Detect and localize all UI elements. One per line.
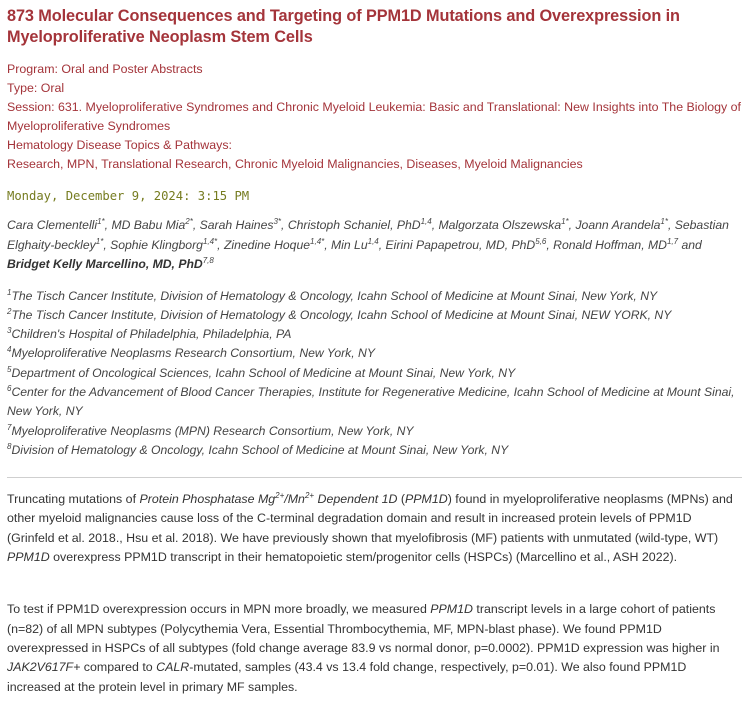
affiliation-list <box>7 287 742 461</box>
program-link[interactable]: Program: Oral and Poster Abstracts <box>7 62 203 76</box>
topics-list[interactable]: Research, MPN, Translational Research, Chronic Myeloid Malignancies, Diseases, Myeloid Malignancies <box>7 157 583 171</box>
author-name: Eirini Papapetrou, MD, PhD$^{5,6}$ <box>385 236 547 252</box>
author-affiliation-marker: 1* <box>660 216 668 226</box>
author-name: Sarah Haines$^{3*}$ <box>199 216 282 232</box>
type-link[interactable]: Type: Oral <box>7 81 65 95</box>
author-name: MD Babu Mia$^{2*}$ <box>111 216 193 232</box>
author-name: Min Lu$^{1,4}$ <box>331 236 379 252</box>
abstract-body <box>7 490 742 697</box>
author-name: Zinedine Hoque$^{1,4*}$ <box>223 236 325 252</box>
affiliation-item: $^6$Center for the Advancement of Blood Cancer Therapies, Institute for Regenerative Medicine, Icahn School of Medicine at Mount Sinai, New York, NY <box>7 383 735 419</box>
author-list: Cara Clementelli$^{1*}$, MD Babu Mia$^{2*}$, Sarah Haines$^{3*}$, Christoph Schaniel, PhD$^{1,4}$, Malgorzata Olszewska$^{1*}$, Joann Arandela$^{1*}$, Sebastian Elghaity-beckley$^{1*}$, Sophie Klingborg$^{1,4*}$, Zinedine Hoque$^{1,4*}$, Min Lu$^{1,4}$, Eirini Papapetrou, MD, PhD$^{5,6}$, Ronald Hoffman, MD$^{1,7}$ and Bridget Kelly Marcellino, MD, PhD$^{7,8}$ <box>7 216 729 271</box>
affiliation-item: $^1$The Tisch Cancer Institute, Division of Hematology & Oncology, Icahn School of Medicine at Mount Sinai, New York, NY <box>7 287 658 303</box>
author-name: Ronald Hoffman, MD$^{1,7}$ <box>553 236 679 252</box>
abstract-meta <box>7 60 742 174</box>
presentation-date: Monday, December 9, 2024: 3:15 PM <box>7 189 250 203</box>
affiliation-item: $^2$The Tisch Cancer Institute, Division of Hematology & Oncology, Icahn School of Medicine at Mount Sinai, NEW YORK, NY <box>7 306 672 322</box>
author-affiliation-marker: 2* <box>185 216 193 226</box>
author-affiliation-marker: 1,4* <box>202 236 218 246</box>
abstract-paragraph-2: To test if PPM1D overexpression occurs in MPN more broadly, we measured PPM1D transcript levels in a large cohort of patients (n=82) of all MPN subtypes (Polycythemia Vera, Essential Thrombocythemia, MF, MPN-blast phase). We found PPM1D overexpressed in HSPCs of all subtypes (fold change average 83.9 vs normal donor, p=0.0002). PPM1D expression was higher in JAK2V617F+ compared to CALR-mutated, samples (43.4 vs 13.4 fold change, respectively, p=0.01). We also found PPM1D increased at the protein level in primary MF samples. <box>7 602 720 694</box>
author-name: Christoph Schaniel, PhD$^{1,4}$ <box>287 216 432 232</box>
author-affiliation-marker: 5,6 <box>535 236 547 246</box>
affiliation-item: $^3$Children's Hospital of Philadelphia, Philadelphia, PA <box>7 326 292 342</box>
author-affiliation-marker: 3* <box>273 216 282 226</box>
section-divider <box>7 477 742 478</box>
author-name: Sophie Klingborg$^{1,4*}$ <box>110 236 218 252</box>
author-name: Bridget Kelly Marcellino, MD, PhD$^{7,8}$ <box>7 255 214 271</box>
author-affiliation-marker: 1* <box>97 216 105 226</box>
affiliation-item: $^7$Myeloproliferative Neoplasms (MPN) Research Consortium, New York, NY <box>7 422 414 438</box>
author-name: Joann Arandela$^{1*}$ <box>575 216 668 232</box>
author-name: Sebastian Elghaity-beckley$^{1*}$ <box>7 218 729 252</box>
author-affiliation-marker: 1* <box>95 236 104 246</box>
author-affiliation-marker: 1,7 <box>666 236 679 246</box>
abstract-paragraph-1: Truncating mutations of Protein Phosphatase $Mg^{2+}/Mn^{2+}$ Dependent 1D (PPM1D) found in myeloproliferative neoplasms (MPNs) and other myeloid malignancies cause loss of the C-terminal degradation domain and result in increased protein levels of PPM1D (Grinfeld et al. 2018., Hsu et al. 2018). We have previously shown that myelofibrosis (MF) patients with unmutated (wild-type, WT) PPM1D overexpress PPM1D transcript in their hematopoietic stem/progenitor cells (HSPCs) (Marcellino et al., ASH 2022). <box>7 491 733 565</box>
affiliation-item: $^5$Department of Oncological Sciences, Icahn School of Medicine at Mount Sinai, New York, NY <box>7 364 516 380</box>
affiliation-item: $^8$Division of Hematology & Oncology, Icahn School of Medicine at Mount Sinai, New York, NY <box>7 441 509 457</box>
affiliation-item: $^4$Myeloproliferative Neoplasms Research Consortium, New York, NY <box>7 345 375 361</box>
author-affiliation-marker: 1* <box>561 216 569 226</box>
topics-label: Hematology Disease Topics & Pathways: <box>7 138 232 152</box>
author-name: Malgorzata Olszewska$^{1*}$ <box>438 216 569 232</box>
author-affiliation-marker: 1,4 <box>367 236 379 246</box>
author-name: Cara Clementelli$^{1*}$ <box>7 216 105 232</box>
author-affiliation-marker: 7,8 <box>202 255 214 265</box>
page-title: 873 Molecular Consequences and Targeting of PPM1D Mutations and Overexpression in Myeloproliferative Neoplasm Stem Cells <box>7 7 680 46</box>
author-affiliation-marker: 1,4* <box>310 236 325 246</box>
session-link[interactable]: Session: 631. Myeloproliferative Syndromes and Chronic Myeloid Leukemia: Basic and Translational: New Insights into The Biology of Myeloproliferative Syndromes <box>7 100 741 133</box>
author-affiliation-marker: 1,4 <box>420 216 432 226</box>
